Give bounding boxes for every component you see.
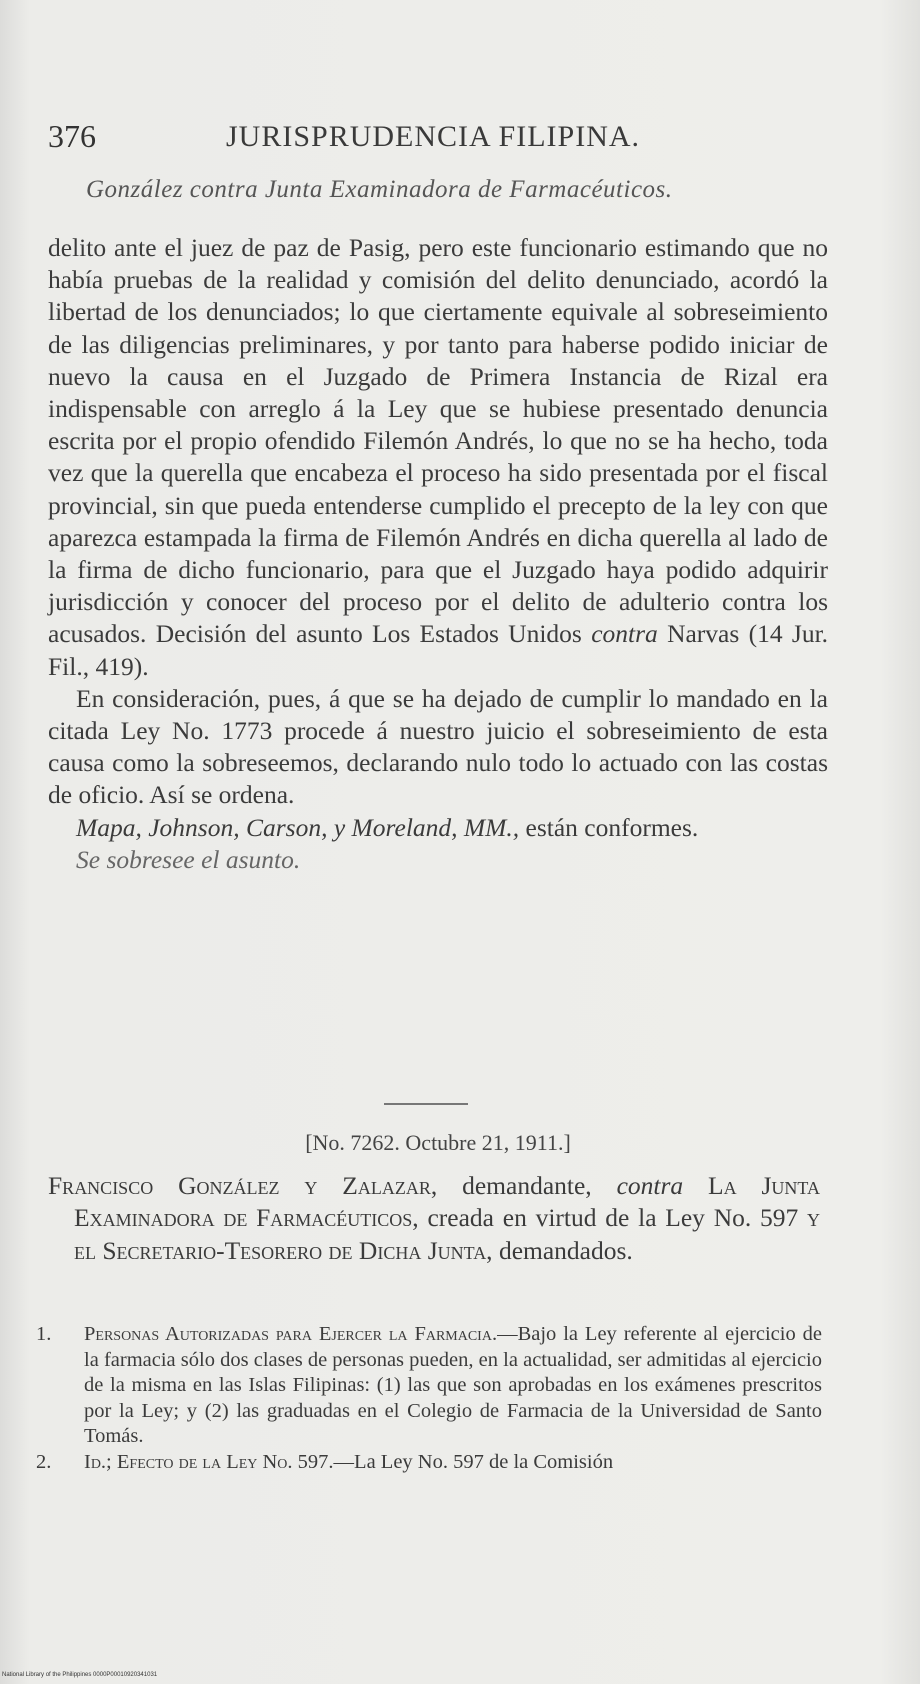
- syllabus-item-text: —La Ley No. 597 de la Comisión: [333, 1450, 614, 1473]
- case-parties: [48, 1170, 820, 1267]
- defendant-description: creada en virtud de la Ley No. 597: [427, 1203, 799, 1233]
- page-number: 376: [48, 118, 96, 154]
- plaintiff-name: Francisco González y Zalazar,: [48, 1171, 438, 1200]
- docket-line: [No. 7262. Octubre 21, 1911.]: [305, 1130, 571, 1155]
- parties-contra: contra: [616, 1171, 684, 1200]
- contra-word: contra: [591, 619, 658, 649]
- syllabus-item-number: 2.: [36, 1450, 52, 1473]
- page-header: [48, 118, 828, 158]
- case-caption: González contra Junta Examinadora de Farmacéuticos.: [86, 176, 673, 203]
- defendant-secretary: y el Secretario-Tesorero de Dicha Junta,: [74, 1203, 821, 1265]
- syllabus-item-2: [36, 1450, 822, 1476]
- syllabus-item-text: —Bajo la Ley referente al ejercicio de la farmacia sólo dos clases de personas pueden, en la actualidad, ser admitidas al ejercicio de la misma en las Islas Filipinas: (1) las que son aprobadas en los exámenes prescritos por la Ley; y (2) las graduadas en el Colegio de Farmacia de la Universidad de Santo Tomás.: [84, 1323, 822, 1448]
- paragraph-1-text: delito ante el juez de paz de Pasig, pero este funcionario estimando que no había pruebas de la realidad y comisión del delito denunciado, acordó la libertad de los denunciados; lo que ciertamente equivale al sobreseimiento de las diligencias preliminares, y por tanto para haberse podido iniciar de nuevo la causa en el Juzgado de Primera Instancia de Rizal era indispensable con arreglo á la Ley que se hubiese presentado denuncia escrita por el propio ofendido Filemón Andrés, lo que no se ha hecho, toda vez que la querella que encabeza el proceso ha sido presentada por el fiscal provincial, sin que pueda entenderse cumplido el precepto de la ley con que aparezca estampada la firma de Filemón Andrés en dicha querella al lado de la firma de dicho funcionario, para que el Juzgado haya podido adquirir jurisdicción y conocer del proceso por el delito de adulterio contra los acusados. Decisión del asunto Los Estados Unidos: [48, 233, 828, 649]
- syllabus: [36, 1322, 822, 1476]
- syllabus-item-heading: Personas Autorizadas para Ejercer la Farmacia.: [84, 1323, 498, 1345]
- paragraph-3: [48, 812, 828, 844]
- defendant-name: La Junta Examinadora de Farmacéuticos,: [74, 1171, 820, 1233]
- scan-footer: National Library of the Philippines 0000P00010920341031: [2, 1672, 158, 1678]
- disposition: Se sobresee el asunto.: [76, 844, 301, 874]
- justices-names: Mapa, Johnson, Carson, y Moreland, MM.,: [76, 812, 520, 842]
- syllabus-item-1: [36, 1322, 822, 1450]
- plaintiff-role: demandante,: [462, 1171, 592, 1200]
- parties-paragraph: [48, 1170, 820, 1267]
- syllabus-item-number: 1.: [36, 1323, 52, 1345]
- paragraph-1-citation: Narvas (14 Jur. Fil., 419).: [48, 619, 829, 681]
- section-divider: [384, 1103, 468, 1105]
- concurrence-text: están conformes.: [525, 812, 699, 842]
- paragraph-2: En consideración, pues, á que se ha dejado de cumplir lo mandado en la citada Ley No. 1773 procede á nuestro juicio el sobreseimiento de esta causa como la sobreseemos, declarando nulo todo lo actuado con las costas de oficio. Así se ordena.: [48, 683, 828, 810]
- syllabus-item-heading: Id.; Efecto de la Ley No. 597.: [84, 1450, 334, 1473]
- defendant-role: demandados.: [498, 1235, 633, 1265]
- opinion-body: [48, 232, 828, 876]
- paragraph-1: [48, 232, 828, 683]
- running-title: JURISPRUDENCIA FILIPINA.: [226, 120, 641, 153]
